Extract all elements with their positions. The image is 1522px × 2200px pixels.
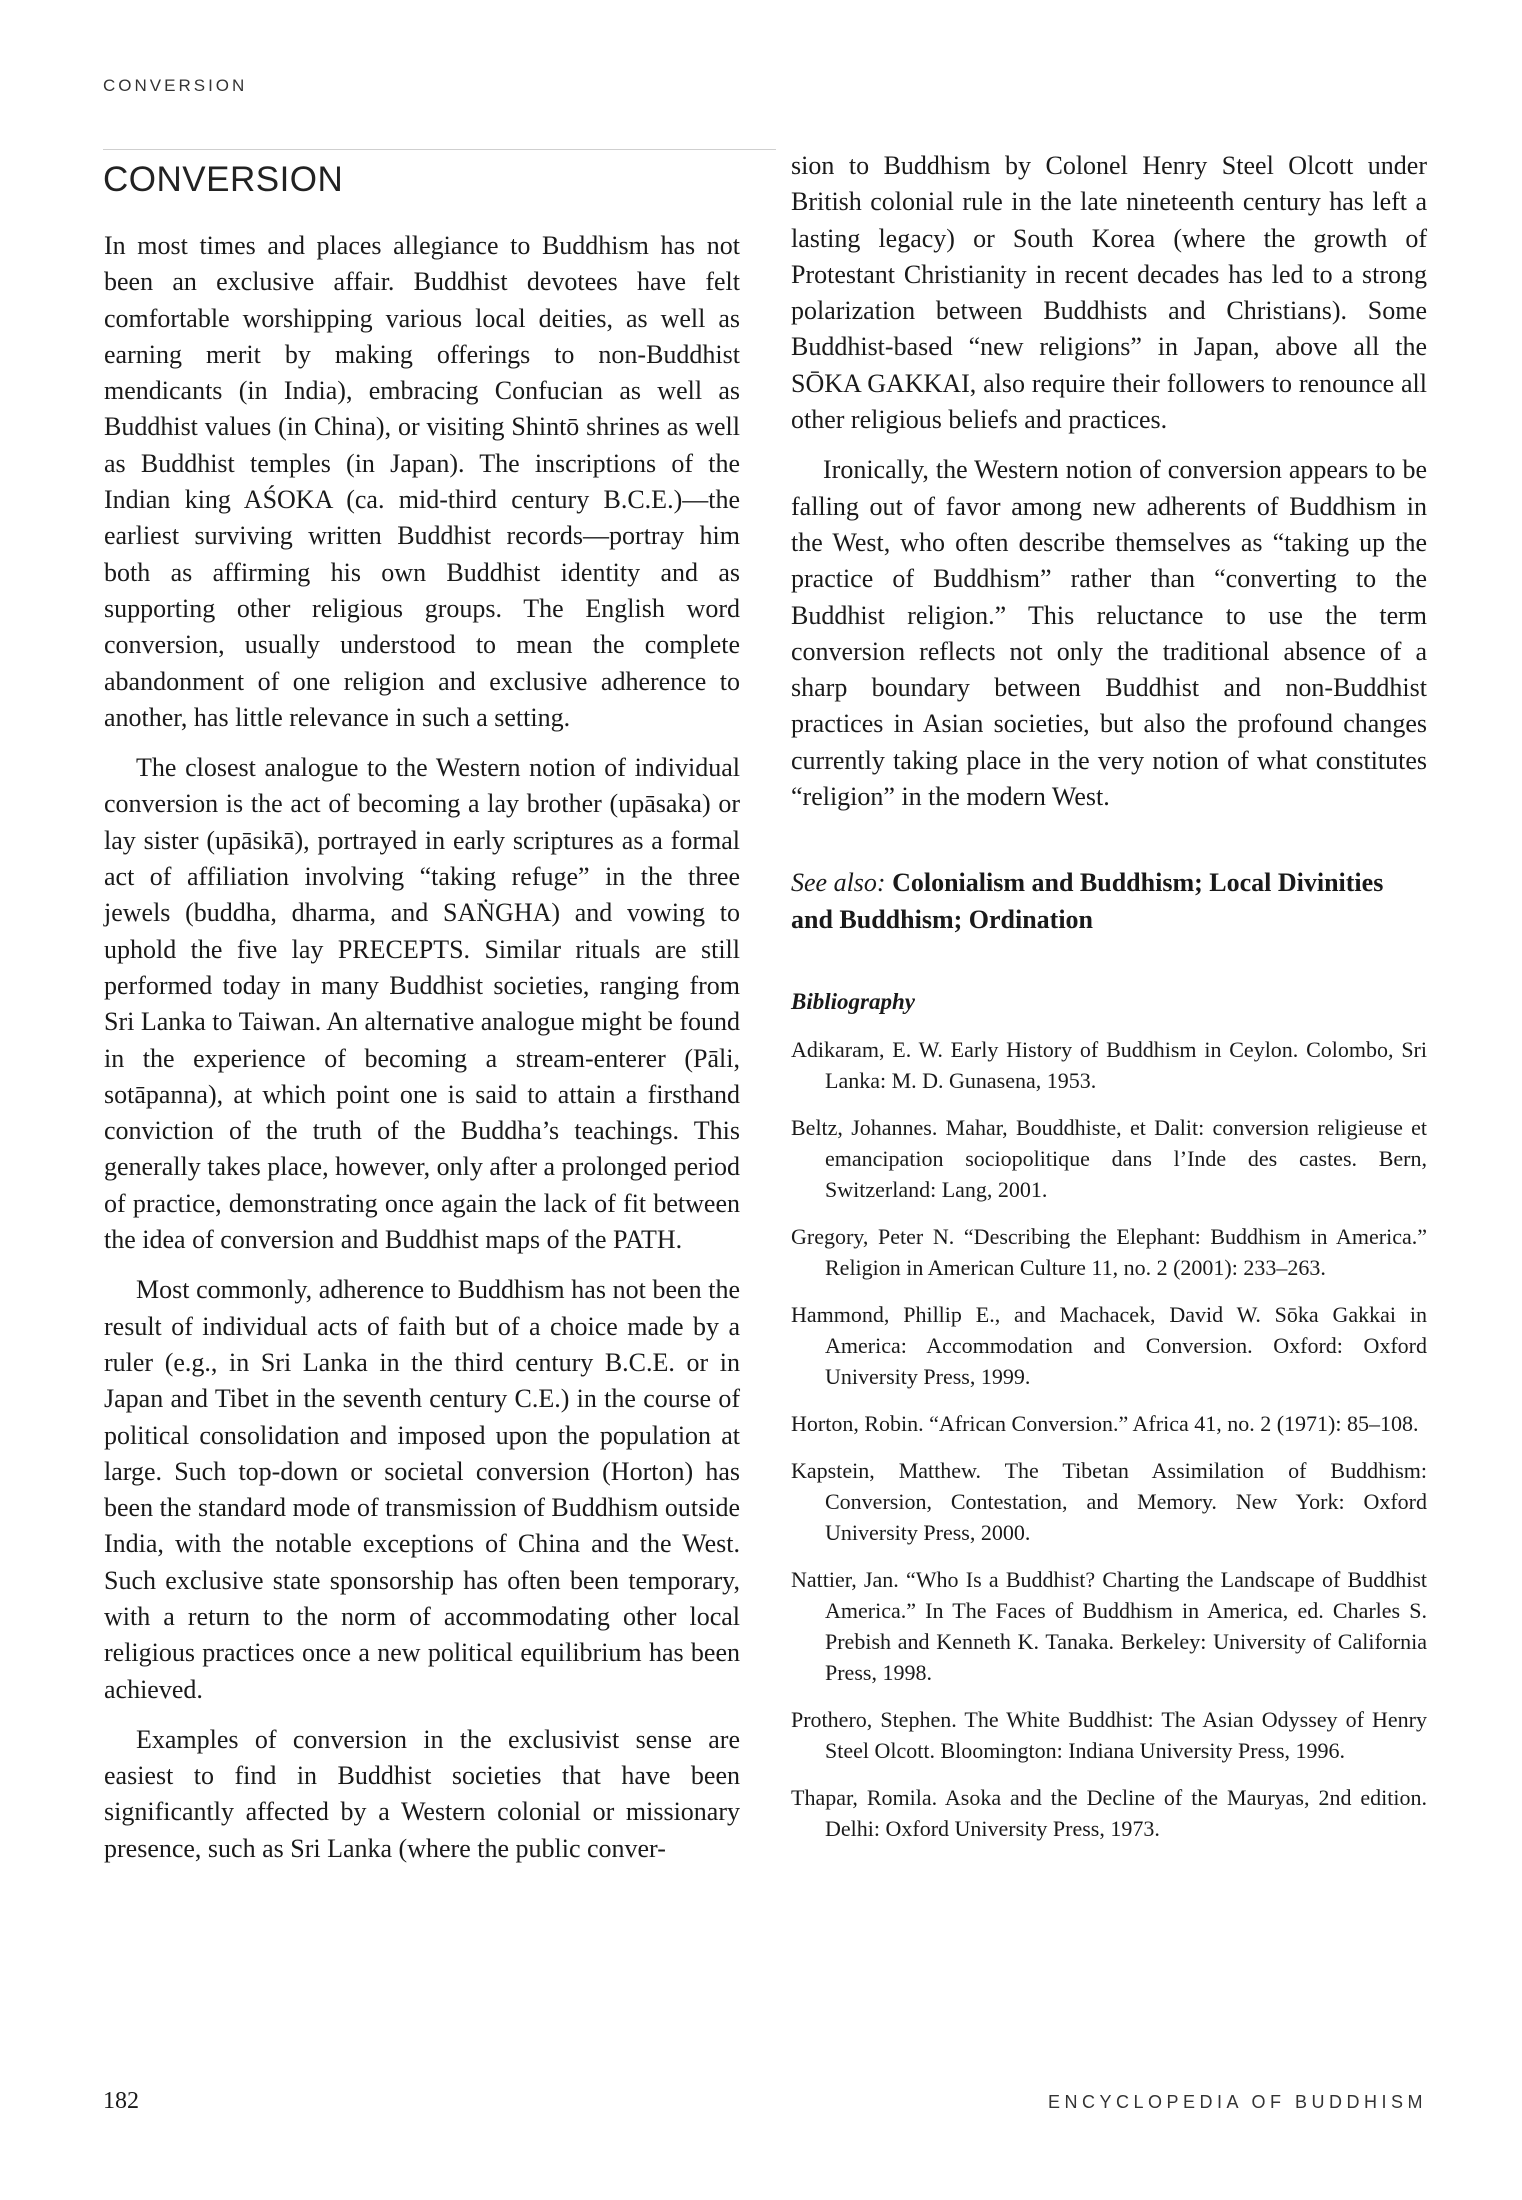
book-title: ENCYCLOPEDIA OF BUDDHISM xyxy=(1047,2092,1427,2112)
paragraph-2: The closest analogue to the Western notion of individual conversion is the act of becoming a lay brother (upāsaka) or lay sister (upāsikā), portrayed in early scriptures as a formal act of affiliation involving “taking refuge” in the three jewels (buddha, dharma, and SAṄGHA) and vowing to uphold the five lay PRECEPTS. Similar rituals are still performed today in many Buddhist societies, ranging from Sri Lanka to Taiwan. An alternative analogue might be found in the experience of becoming a stream-enterer (Pāli, sotāpanna), at which point one is said to attain a firsthand conviction of the truth of the Buddha’s teachings. This generally takes place, however, only after a prolonged period of practice, demonstrating once again the lack of fit between the idea of conversion and Buddhist maps of the PATH. xyxy=(104,753,740,1255)
bibliography-entry: Nattier, Jan. “Who Is a Buddhist? Charting the Landscape of Buddhist America.” In The Faces of Buddhism in America, ed. Charles S. Prebish and Kenneth K. Tanaka. Berkeley: University of California Press, 1998. xyxy=(791,1567,1427,1686)
paragraph-5: sion to Buddhism by Colonel Henry Steel Olcott under British colonial rule in the late nineteenth century has left a lasting legacy) or South Korea (where the growth of Protestant Christianity in recent decades has led to a strong polarization between Buddhists and Christians). Some Buddhist-based “new religions” in Japan, above all the SŌKA GAKKAI, also require their followers to renounce all other religious beliefs and practices. xyxy=(791,151,1427,435)
paragraph-1: In most times and places allegiance to Buddhism has not been an exclusive affair. Buddhist devotees have felt comfortable worshipping various local deities, as well as earning merit by making offerings to non-Buddhist mendicants (in India), embracing Confucian as well as Buddhist values (in China), or visiting Shintō shrines as well as Buddhist temples (in Japan). The inscriptions of the Indian king AŚOKA (ca. mid-third century B.C.E.)—the earliest surviving written Buddhist records—portray him both as affirming his own Buddhist identity and as supporting other religious groups. The English word conversion, usually understood to mean the complete abandonment of one religion and exclusive adherence to another, has little relevance in such a setting. xyxy=(104,231,740,732)
running-head: CONVERSION xyxy=(103,76,248,95)
bibliography-entry: Prothero, Stephen. The White Buddhist: The Asian Odyssey of Henry Steel Olcott. Bloomington: Indiana University Press, 1996. xyxy=(791,1707,1427,1764)
right-column xyxy=(791,148,1427,1860)
article-title: CONVERSION xyxy=(103,160,344,199)
bibliography-entry: Thapar, Romila. Asoka and the Decline of the Mauryas, 2nd edition. Delhi: Oxford University Press, 1973. xyxy=(791,1785,1427,1842)
see-also xyxy=(791,865,1427,938)
bibliography-entry: Beltz, Johannes. Mahar, Bouddhiste, et Dalit: conversion religieuse et emancipation sociopolitique dans l’Inde des castes. Bern, Switzerland: Lang, 2001. xyxy=(791,1115,1427,1203)
paragraph-3: Most commonly, adherence to Buddhism has not been the result of individual acts of faith but of a choice made by a ruler (e.g., in Sri Lanka in the third century B.C.E. or in Japan and Tibet in the seventh century C.E.) in the course of political consolidation and imposed upon the population at large. Such top-down or societal conversion (Horton) has been the standard mode of transmission of Buddhism outside India, with the notable exceptions of China and the West. Such exclusive state sponsorship has often been temporary, with a return to the norm of accommodating other local religious practices once a new political equilibrium has been achieved. xyxy=(104,1275,740,1704)
left-column xyxy=(104,228,740,1867)
paragraph-6: Ironically, the Western notion of conversion appears to be falling out of favor among new adherents of Buddhism in the West, who often describe themselves as “taking up the practice of Buddhism” rather than “converting to the Buddhist religion.” This reluctance to use the term conversion reflects not only the traditional absence of a sharp boundary between Buddhist and non-Buddhist practices in Asian societies, but also the profound changes currently taking place in the very notion of what constitutes “religion” in the modern West. xyxy=(791,455,1427,812)
bibliography-entry: Kapstein, Matthew. The Tibetan Assimilation of Buddhism: Conversion, Contestation, and Memory. New York: Oxford University Press, 2000. xyxy=(791,1458,1427,1546)
see-also-links[interactable]: Colonialism and Buddhism; Local Divinities and Buddhism; Ordination xyxy=(791,868,1384,934)
bibliography-entry: Gregory, Peter N. “Describing the Elephant: Buddhism in America.” Religion in American Culture 11, no. 2 (2001): 233–263. xyxy=(791,1224,1427,1281)
bibliography-entry: Hammond, Phillip E., and Machacek, David W. Sōka Gakkai in America: Accommodation and Conversion. Oxford: Oxford University Press, 1999. xyxy=(791,1302,1427,1390)
paragraph-4: Examples of conversion in the exclusivist sense are easiest to find in Buddhist societies that have been significantly affected by a Western colonial or missionary presence, such as Sri Lanka (where the public conver- xyxy=(104,1724,740,1863)
see-also-label: See also: xyxy=(791,868,886,898)
page-number: 182 xyxy=(103,2088,139,2114)
bibliography-entry: Adikaram, E. W. Early History of Buddhism in Ceylon. Colombo, Sri Lanka: M. D. Gunasena, 1953. xyxy=(791,1037,1427,1094)
title-rule xyxy=(103,149,776,150)
bibliography-list xyxy=(791,1034,1427,1844)
bibliography-entry: Horton, Robin. “African Conversion.” Africa 41, no. 2 (1971): 85–108. xyxy=(791,1411,1419,1437)
bibliography-heading: Bibliography xyxy=(791,988,915,1014)
